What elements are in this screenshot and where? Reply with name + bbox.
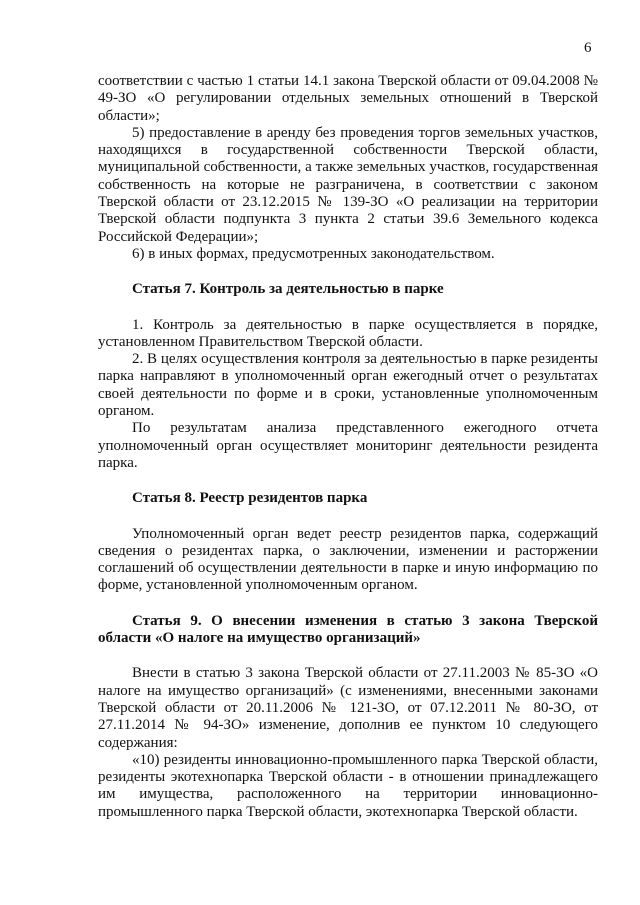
article-7-paragraph-1: 1. Контроль за деятельностью в парке осуществляется в порядке, установленном Правительством Тверской области.: [98, 316, 598, 350]
article-7-paragraph-3: По результатам анализа представленного ежегодного отчета уполномоченный орган осуществляет мониторинг деятельности резидента парка.: [98, 420, 598, 471]
paragraph-continuation: соответствии с частью 1 статьи 14.1 закона Тверской области от 09.04.2008 № 49-ЗО «О регулировании отдельных земельных отношений в Тверской области»;: [98, 73, 598, 124]
paragraph-item-5: 5) предоставление в аренду без проведения торгов земельных участков, находящихся в государственной собственности Тверской области, муниципальной собственности, а также земельных участков, государственная собственность на которые не разграничена, в соответствии с законом Тверской области от 23.12.2015 № 139-ЗО «О реализации на территории Тверской области подпункта 3 пункта 2 статьи 39.6 Земельного кодекса Российской Федерации»;: [98, 124, 598, 245]
paragraph-item-6: 6) в иных формах, предусмотренных законодательством.: [132, 245, 495, 262]
article-9-paragraph: Внести в статью 3 закона Тверской области от 27.11.2003 № 85-ЗО «О налоге на имущество организаций» (с изменениями, внесенными законами Тверской области от 20.11.2006 № 121-ЗО, от 07.12.2011 № 80-ЗО, от 27.11.2014 № 94-ЗО» изменение, дополнив ее пунктом 10 следующего содержания:: [98, 665, 598, 751]
document-body: [98, 73, 598, 821]
article-9-heading: Статья 9. О внесении изменения в статью 3 закона Тверской области «О налоге на имущество организаций»: [98, 612, 598, 647]
article-7-paragraph-2: 2. В целях осуществления контроля за деятельностью в парке резиденты парка направляют в уполномоченный орган ежегодный отчет о результатах своей деятельности по форме и в сроки, установленные уполномоченным органом.: [98, 351, 598, 420]
article-7-heading: Статья 7. Контроль за деятельностью в парке: [132, 281, 444, 298]
page-number: 6: [584, 40, 592, 56]
article-8-heading: Статья 8. Реестр резидентов парка: [132, 490, 368, 507]
article-9-quoted-item-10: «10) резиденты инновационно-промышленного парка Тверской области, резиденты экотехнопарка Тверской области - в отношении принадлежащего им имущества, расположенного на территории инновационно-промышленного парка Тверской области, экотехнопарка Тверской области.: [98, 751, 598, 820]
article-8-paragraph: Уполномоченный орган ведет реестр резидентов парка, содержащий сведения о резидентах парка, о заключении, изменении и расторжении соглашений об осуществлении деятельности в парке и иную информацию по форме, установленной уполномоченным органом.: [98, 525, 598, 594]
